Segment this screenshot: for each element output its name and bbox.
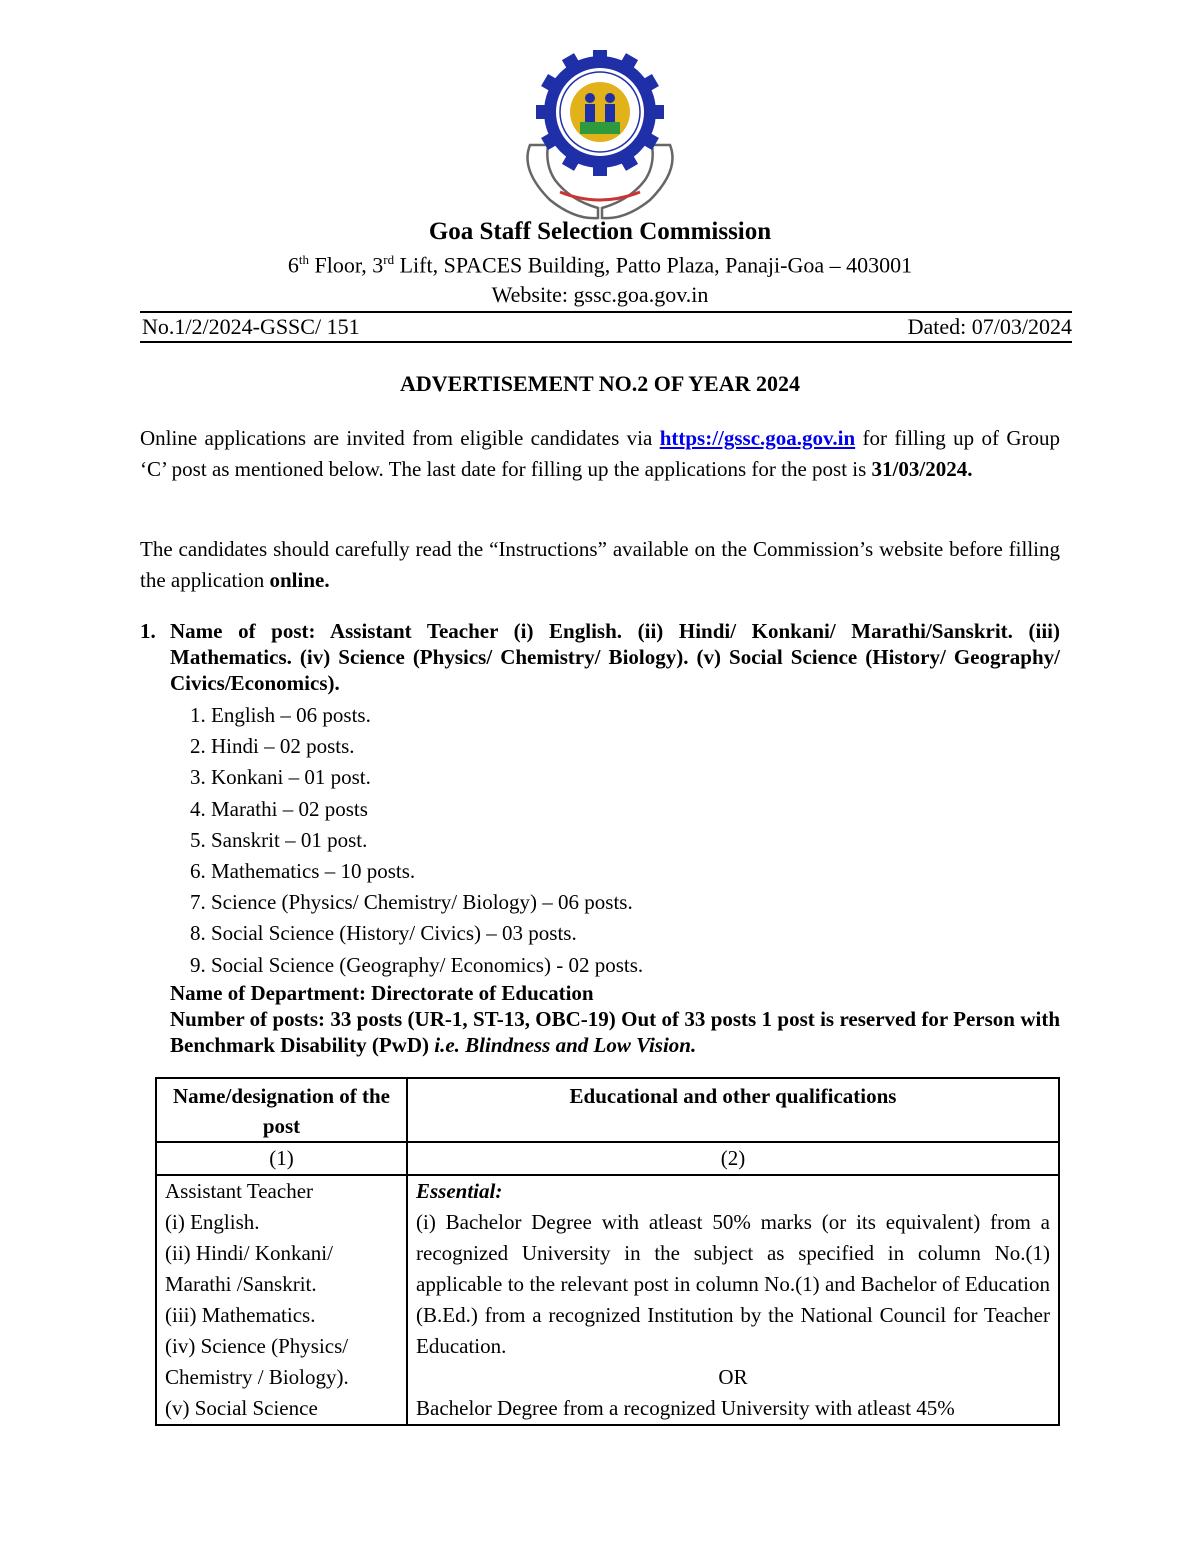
department-info <box>170 980 1060 1058</box>
gssc-emblem-icon <box>510 50 690 225</box>
header-post: Name/designation of the post <box>156 1078 407 1142</box>
list-item: 1. English – 06 posts. <box>190 703 371 727</box>
section-1 <box>140 618 1060 696</box>
list-item: 4. Marathi – 02 posts <box>190 796 368 821</box>
divider-top <box>140 311 1072 313</box>
org-name: Goa Staff Selection Commission <box>428 218 772 245</box>
qualification-1: (i) Bachelor Degree with atleast 50% marks (or its equivalent) from a recognized University in the subject as specified in column No.(1) applicable to the relevant post in column No.(1) and Bachelor of Education (B.Ed.) from a recognized Institution by the National Council for Teacher Education. <box>416 1210 1050 1358</box>
number-of-posts: Number of posts: 33 posts (UR-1, ST-13, OBC-19) Out of 33 posts 1 post is reserved for Person with Benchmark Disability (PwD) i.e. Blindness and Low Vision. <box>170 1007 1060 1057</box>
qualification-cell <box>407 1175 1059 1425</box>
list-item: 9. Social Science (Geography/ Economics) - 02 posts. <box>190 952 644 977</box>
qualification-table <box>155 1077 1060 1426</box>
org-address: 6th Floor, 3rd Lift, SPACES Building, Patto Plaza, Panaji-Goa – 403001 <box>287 252 913 278</box>
list-item: 7. Science (Physics/ Chemistry/ Biology) – 06 posts. <box>190 890 633 915</box>
or-separator: OR <box>718 1365 748 1389</box>
col-number: (1) <box>156 1142 407 1175</box>
divider-bottom <box>140 341 1072 343</box>
list-item: 3. Konkani – 01 post. <box>190 765 371 790</box>
instructions-paragraph: The candidates should carefully read the “Instructions” available on the Commission’s website before filling the application online. <box>140 537 1060 592</box>
section-number: 1. <box>140 619 156 643</box>
last-date: 31/03/2024 <box>871 457 968 481</box>
list-item: 2. Hindi – 02 posts. <box>190 734 355 759</box>
list-item: 6. Mathematics – 10 posts. <box>190 859 416 884</box>
list-item: 8. Social Science (History/ Civics) – 03 posts. <box>190 921 577 946</box>
reference-number: No.1/2/2024-GSSC/ 151 <box>142 314 360 339</box>
org-website: Website: gssc.goa.gov.in <box>491 282 709 307</box>
department-name: Name of Department: Directorate of Education <box>170 981 594 1005</box>
advertisement-title: ADVERTISEMENT NO.2 OF YEAR 2024 <box>400 371 800 396</box>
post-list <box>190 700 643 981</box>
reference-date: Dated: 07/03/2024 <box>907 314 1072 339</box>
header-qualifications: Educational and other qualifications <box>407 1078 1059 1142</box>
table-header-row <box>156 1078 1059 1142</box>
essential-label: Essential: <box>416 1179 503 1203</box>
list-item: 5. Sanskrit – 01 post. <box>190 827 368 852</box>
qualification-2: Bachelor Degree from a recognized University with atleast 45% <box>416 1396 955 1420</box>
col-number: (2) <box>407 1142 1059 1175</box>
section-heading: Name of post: Assistant Teacher (i) English. (ii) Hindi/ Konkani/ Marathi/Sanskrit. (iii) Mathematics. (iv) Science (Physics/ Chemistry/ Biology). (v) Social Science (History/ Geography/ Civics/Economics). <box>170 619 1060 695</box>
post-cell: Assistant Teacher (i) English. (ii) Hindi/ Konkani/ Marathi /Sanskrit. (iii) Mathematics. (iv) Science (Physics/ Chemistry / Biology). (v) Social Science <box>156 1175 407 1425</box>
gssc-link[interactable]: https://gssc.goa.gov.in <box>659 426 856 450</box>
intro-paragraph: Online applications are invited from eligible candidates via https://gssc.goa.gov.in for filling up of Group ‘C’ post as mentioned below. The last date for filling up the applications for the post is 31/03/2024. <box>140 426 1060 481</box>
table-row <box>156 1142 1059 1175</box>
table-row <box>156 1175 1059 1425</box>
